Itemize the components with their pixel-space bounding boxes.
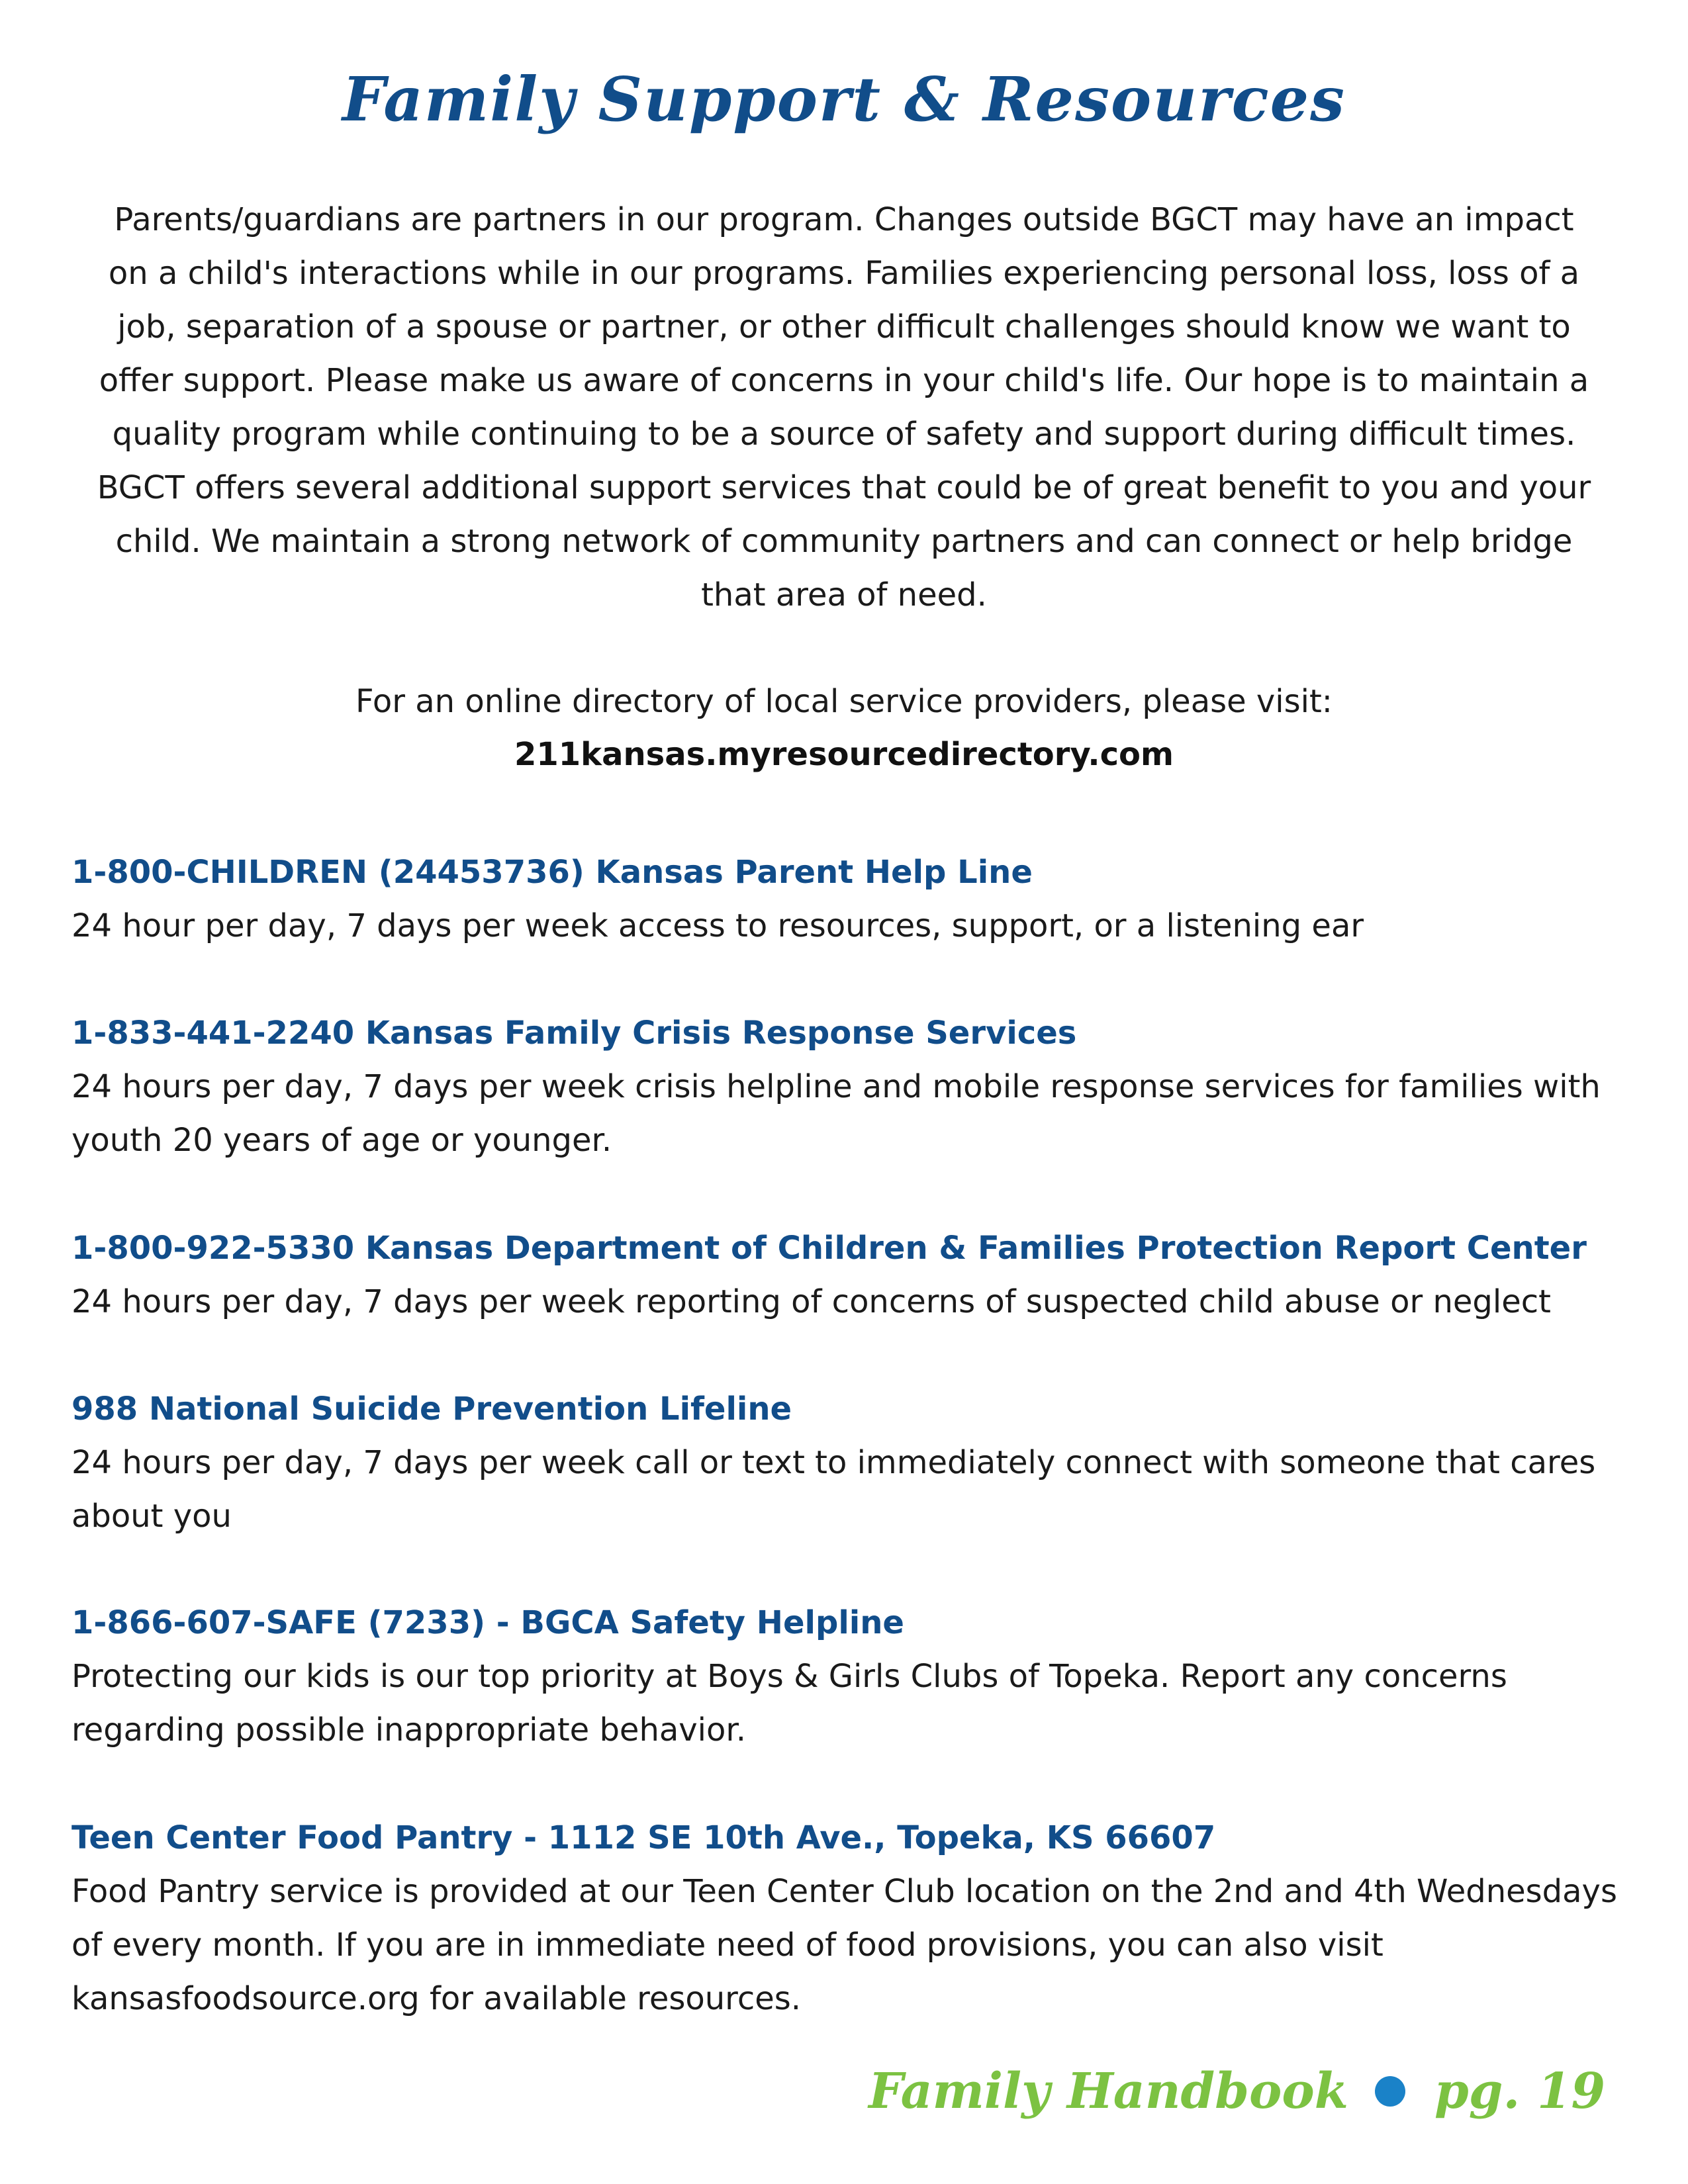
- resource-description: 24 hours per day, 7 days per week call or text to immediately connect with someone that cares about you: [71, 1444, 1596, 1535]
- page-title: Family Support & Resources: [342, 64, 1346, 135]
- resource-title: Teen Center Food Pantry - 1112 SE 10th Ave., Topeka, KS 66607: [71, 1819, 1216, 1856]
- page-number: pg. 19: [1434, 2063, 1605, 2120]
- bullet-dot-icon: [1375, 2076, 1405, 2107]
- resource-item-food-pantry: [71, 1811, 1620, 2026]
- resource-title: 1-866-607-SAFE (7233) - BGCA Safety Helpline: [71, 1604, 904, 1641]
- resource-title: 1-833-441-2240 Kansas Family Crisis Response Services: [71, 1015, 1077, 1052]
- resource-item-family-crisis: [71, 1007, 1620, 1167]
- resource-description: 24 hour per day, 7 days per week access to resources, support, or a listening ear: [71, 907, 1364, 944]
- directory-prompt: For an online directory of local service providers, please visit:: [355, 683, 1333, 720]
- directory-url: 211kansas.myresourcedirectory.com: [514, 736, 1174, 773]
- resource-title: 1-800-922-5330 Kansas Department of Children & Families Protection Report Center: [71, 1230, 1587, 1267]
- resource-description: 24 hours per day, 7 days per week crisis helpline and mobile response services for families with youth 20 years of age or younger.: [71, 1068, 1601, 1159]
- resource-description: 24 hours per day, 7 days per week reporting of concerns of suspected child abuse or neglect: [71, 1283, 1551, 1320]
- resource-description: Protecting our kids is our top priority at Boys & Girls Clubs of Topeka. Report any concerns regarding possible inappropriate behavior.: [71, 1658, 1507, 1749]
- resource-item-parent-help-line: [71, 846, 1620, 953]
- resource-item-safety-helpline: [71, 1596, 1620, 1757]
- resource-title: 1-800-CHILDREN (24453736) Kansas Parent Help Line: [71, 854, 1033, 891]
- resource-item-protection-report: [71, 1222, 1620, 1329]
- resource-title: 988 National Suicide Prevention Lifeline: [71, 1390, 792, 1428]
- footer-label: Family Handbook: [868, 2063, 1348, 2120]
- page-footer: [868, 2052, 1605, 2131]
- resource-description: Food Pantry service is provided at our Teen Center Club location on the 2nd and 4th Wednesdays of every month. If you are in immediate need of food provisions, you can also visit kansasfoodsource.org for available resources.: [71, 1873, 1617, 2017]
- intro-paragraph: Parents/guardians are partners in our program. Changes outside BGCT may have an impact on a child's interactions while in our programs. Families experiencing personal loss, loss of a job, separation of a spouse or partner, or other difficult challenges should know we want to offer support. Please make us aware of concerns in your child's life. Our hope is to maintain a quality program while continuing to be a source of safety and support during difficult times. BGCT offers several additional support services that could be of great benefit to you and your child. We maintain a strong network of community partners and can connect or help bridge that area of need.: [97, 201, 1591, 614]
- resource-item-suicide-lifeline: [71, 1383, 1620, 1543]
